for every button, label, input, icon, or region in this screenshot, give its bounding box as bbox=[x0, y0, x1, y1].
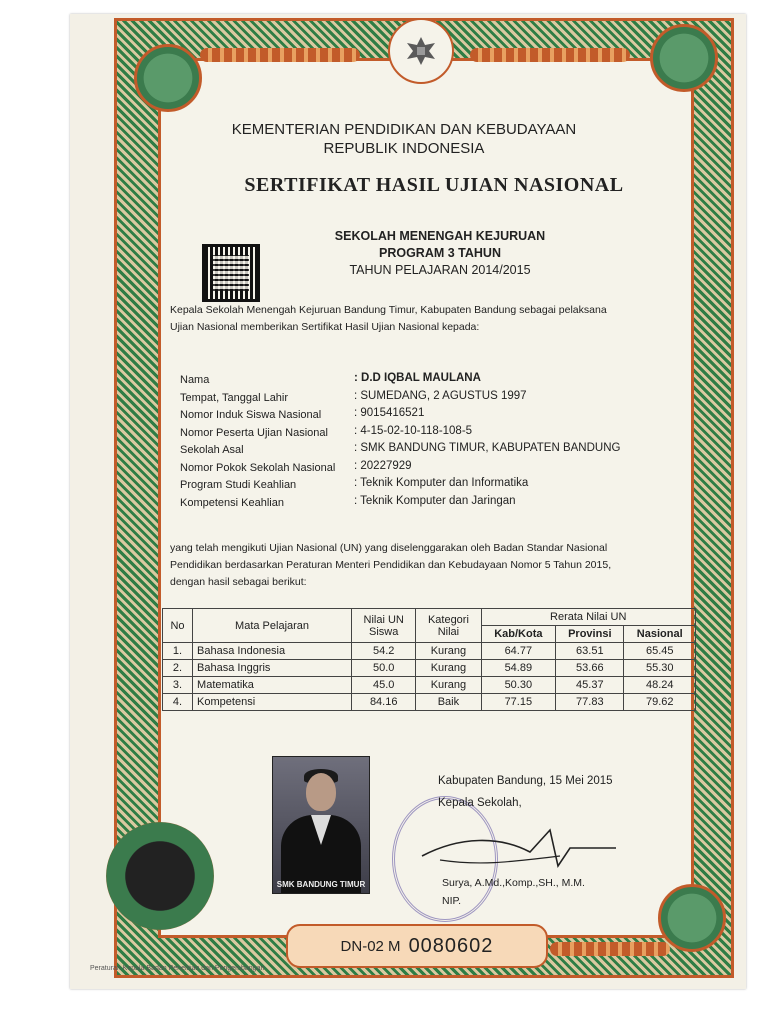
row-province: 53.66 bbox=[556, 660, 624, 677]
header-score bbox=[352, 609, 416, 643]
row-subject: Bahasa Inggris bbox=[193, 660, 352, 677]
row-no: 3. bbox=[163, 677, 193, 694]
row-regency: 54.89 bbox=[481, 660, 556, 677]
bottom-ornament bbox=[550, 942, 670, 956]
header-no: No bbox=[163, 609, 193, 643]
signoff-place-date: Kabupaten Bandung, 15 Mei 2015 bbox=[438, 775, 613, 787]
school-type: SEKOLAH MENENGAH KEJURUAN bbox=[334, 229, 546, 243]
row-national: 79.62 bbox=[624, 694, 696, 711]
qr-code-icon bbox=[202, 244, 260, 302]
label-name: Nama bbox=[180, 374, 210, 386]
label-exam-number: Nomor Peserta Ujian Nasional bbox=[180, 426, 328, 439]
photo-school-label: SMK BANDUNG TIMUR bbox=[276, 880, 366, 889]
ministry-heading bbox=[134, 120, 674, 158]
row-province: 45.37 bbox=[556, 677, 624, 694]
ministry-seal-icon bbox=[106, 822, 214, 930]
row-score: 50.0 bbox=[352, 660, 416, 677]
statement-paragraph bbox=[170, 540, 690, 591]
table-row bbox=[163, 660, 696, 677]
value-nisn: : 9015416521 bbox=[354, 407, 425, 419]
program-duration: PROGRAM 3 TAHUN bbox=[379, 246, 501, 260]
row-category: Kurang bbox=[416, 643, 481, 660]
student-photo bbox=[272, 756, 370, 894]
student-field-labels bbox=[180, 372, 360, 512]
row-category: Kurang bbox=[416, 677, 481, 694]
row-subject: Kompetensi bbox=[193, 694, 352, 711]
value-name: : D.D IQBAL MAULANA bbox=[354, 372, 481, 384]
row-score: 54.2 bbox=[352, 643, 416, 660]
serial-number: 0080602 bbox=[408, 934, 494, 957]
academic-year: TAHUN PELAJARAN 2014/2015 bbox=[349, 263, 531, 277]
row-subject: Matematika bbox=[193, 677, 352, 694]
table-row bbox=[163, 677, 696, 694]
row-score: 84.16 bbox=[352, 694, 416, 711]
signoff-name: Surya, A.Md.,Komp.,SH., M.M. bbox=[442, 877, 585, 889]
row-category: Baik bbox=[416, 694, 481, 711]
photo-head bbox=[306, 773, 336, 811]
value-npsn: : 20227929 bbox=[354, 459, 412, 472]
signoff-nip: NIP. bbox=[442, 895, 462, 907]
row-regency: 50.30 bbox=[481, 677, 556, 694]
label-study-program: Program Studi Keahlian bbox=[180, 479, 297, 491]
student-field-values bbox=[354, 370, 674, 510]
garuda-emblem-icon bbox=[388, 18, 454, 84]
top-right-ornament bbox=[470, 48, 630, 62]
principal-signature bbox=[420, 826, 620, 870]
row-national: 55.30 bbox=[624, 660, 696, 677]
intro-line-1: Kepala Sekolah Menengah Kejuruan Bandung Timur, Kabupaten Bandung sebagai pelaksana bbox=[170, 304, 607, 316]
certificate-title: SERTIFIKAT HASIL UJIAN NASIONAL bbox=[244, 174, 624, 196]
statement-line-1: yang telah mengikuti Ujian Nasional (UN) yang diselenggarakan oleh Badan Standar Nasional bbox=[170, 542, 608, 554]
table-row bbox=[163, 694, 696, 711]
exam-results-table bbox=[162, 608, 696, 711]
row-national: 65.45 bbox=[624, 643, 696, 660]
top-left-ornament bbox=[200, 48, 360, 62]
header-regency: Kab/Kota bbox=[481, 626, 556, 643]
corner-ornament-bottom-right bbox=[658, 884, 726, 952]
row-subject: Bahasa Indonesia bbox=[193, 643, 352, 660]
intro-paragraph bbox=[170, 302, 670, 336]
ministry-line-1: KEMENTERIAN PENDIDIKAN DAN KEBUDAYAAN bbox=[231, 121, 577, 138]
value-school: : SMK BANDUNG TIMUR, KABUPATEN BANDUNG bbox=[354, 442, 621, 454]
row-category: Kurang bbox=[416, 660, 481, 677]
value-exam-number: : 4-15-02-10-118-108-5 bbox=[354, 424, 473, 437]
label-npsn: Nomor Pokok Sekolah Nasional bbox=[180, 461, 336, 474]
value-birth: : SUMEDANG, 2 AGUSTUS 1997 bbox=[354, 389, 527, 402]
corner-ornament-top-left bbox=[134, 44, 202, 112]
value-study-program: : Teknik Komputer dan Informatika bbox=[354, 477, 529, 489]
intro-line-2: Ujian Nasional memberikan Sertifikat Hasil Ujian Nasional kepada: bbox=[170, 321, 480, 333]
header-subject: Mata Pelajaran bbox=[193, 609, 352, 643]
footer-line-1: Peraturan Kepala Badan Penelitian dan Pengembangan bbox=[90, 965, 265, 972]
header-score-line-2: Siswa bbox=[369, 625, 399, 638]
header-national: Nasional bbox=[624, 626, 696, 643]
corner-ornament-top-right bbox=[650, 24, 718, 92]
row-province: 77.83 bbox=[556, 694, 624, 711]
row-no: 4. bbox=[163, 694, 193, 711]
row-regency: 77.15 bbox=[481, 694, 556, 711]
signoff-block bbox=[438, 770, 613, 814]
header-category-line-2: Nilai bbox=[437, 625, 460, 638]
signoff-name-block bbox=[442, 874, 585, 910]
header-category-line-1: Kategori bbox=[427, 613, 469, 626]
header-score-line-1: Nilai UN bbox=[363, 613, 404, 626]
label-competency: Kompetensi Keahlian bbox=[180, 496, 284, 509]
row-score: 45.0 bbox=[352, 677, 416, 694]
certificate-paper bbox=[70, 14, 746, 989]
certificate-serial bbox=[286, 924, 548, 968]
row-national: 48.24 bbox=[624, 677, 696, 694]
signoff-role: Kepala Sekolah, bbox=[438, 797, 522, 809]
ministry-line-2: REPUBLIK INDONESIA bbox=[323, 140, 485, 157]
label-birth: Tempat, Tanggal Lahir bbox=[180, 391, 289, 404]
header-average: Rerata Nilai UN bbox=[481, 609, 696, 626]
table-row bbox=[163, 643, 696, 660]
header-province: Provinsi bbox=[556, 626, 624, 643]
row-province: 63.51 bbox=[556, 643, 624, 660]
label-school: Sekolah Asal bbox=[180, 444, 244, 456]
footer-note bbox=[90, 964, 264, 973]
row-regency: 64.77 bbox=[481, 643, 556, 660]
statement-line-3: dengan hasil sebagai berikut: bbox=[170, 576, 307, 588]
value-competency: : Teknik Komputer dan Jaringan bbox=[354, 494, 516, 507]
header-category bbox=[416, 609, 481, 643]
row-no: 1. bbox=[163, 643, 193, 660]
statement-line-2: Pendidikan berdasarkan Peraturan Menteri Pendidikan dan Kebudayaan Nomor 5 Tahun 2015, bbox=[170, 559, 612, 571]
label-nisn: Nomor Induk Siswa Nasional bbox=[180, 409, 322, 421]
serial-code: DN-02 M bbox=[340, 937, 401, 955]
school-heading bbox=[270, 228, 610, 279]
row-no: 2. bbox=[163, 660, 193, 677]
